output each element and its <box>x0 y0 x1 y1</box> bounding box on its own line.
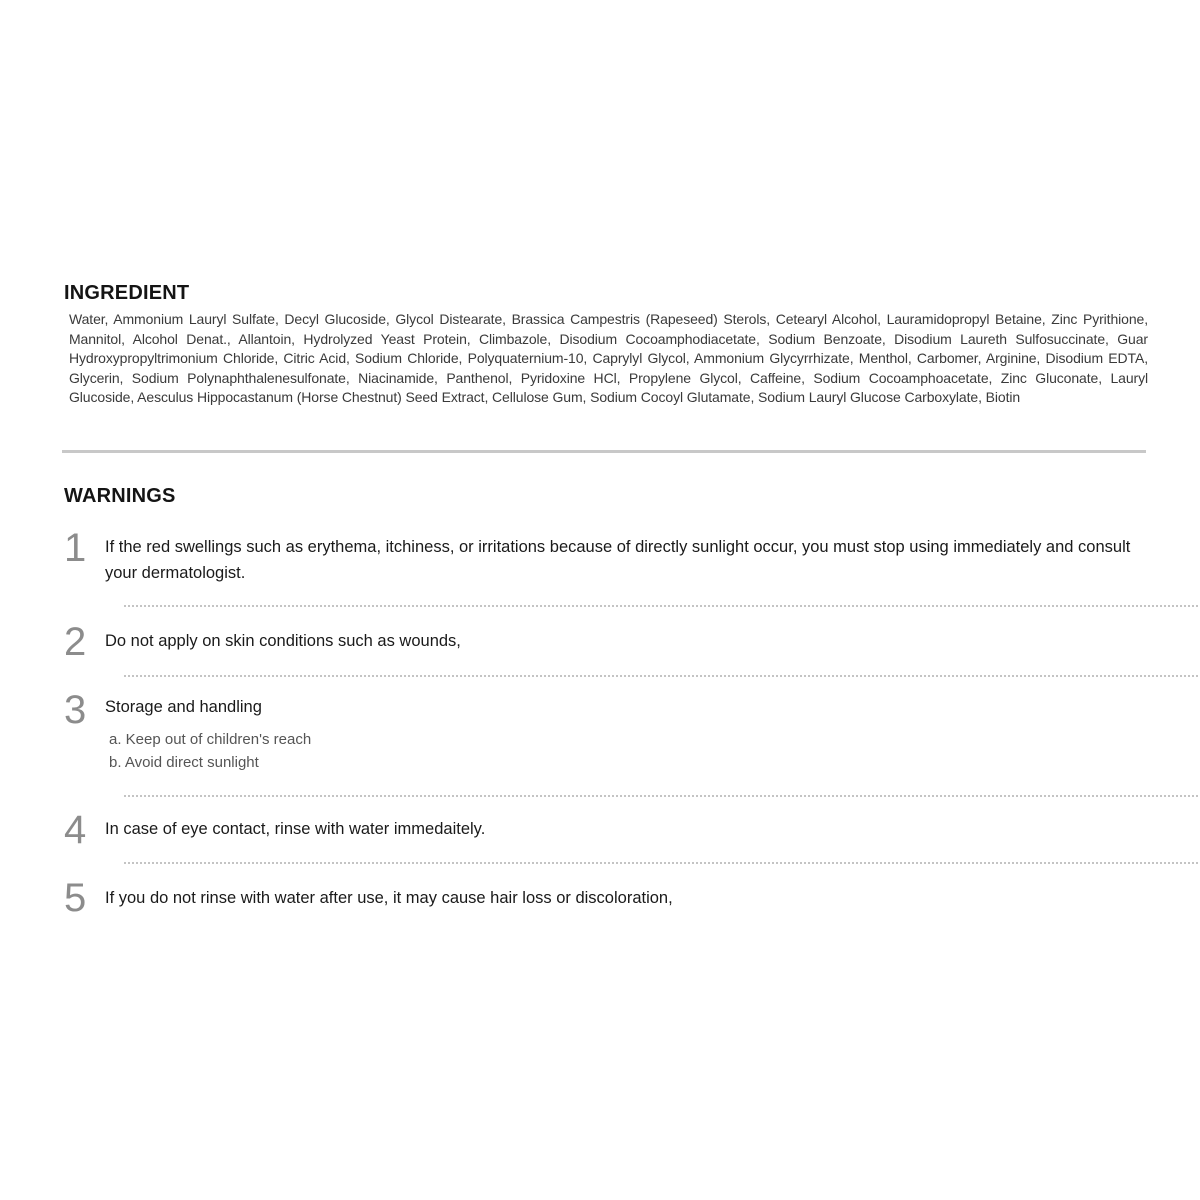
warnings-section <box>64 484 1148 508</box>
warning-text: Storage and handling <box>105 698 262 716</box>
ingredient-section <box>64 281 1148 408</box>
dotted-divider <box>124 862 1200 864</box>
warning-number: 3 <box>64 688 87 732</box>
warning-number: 2 <box>64 620 87 664</box>
dotted-divider <box>124 795 1200 797</box>
warning-text: In case of eye contact, rinse with water immedaitely. <box>105 820 486 838</box>
warning-number: 1 <box>64 526 87 570</box>
sub-list-item: a. Keep out of children's reach <box>109 731 312 748</box>
storage-sub-list <box>109 728 311 774</box>
warning-number: 5 <box>64 876 87 920</box>
warning-text: If the red swellings such as erythema, itchiness, or irritations because of directly sunlight occur, you must stop using immediately and consult your dermatologist. <box>105 538 1131 582</box>
sub-list-item: b. Avoid direct sunlight <box>109 754 259 771</box>
ingredient-title: INGREDIENT <box>64 282 190 304</box>
warning-text: Do not apply on skin conditions such as wounds, <box>105 632 461 650</box>
warning-text: If you do not rinse with water after use, it may cause hair loss or discoloration, <box>105 889 673 907</box>
dotted-divider <box>124 605 1200 607</box>
ingredient-list: Water, Ammonium Lauryl Sulfate, Decyl Glucoside, Glycol Distearate, Brassica Campestris (Rapeseed) Sterols, Cetearyl Alcohol, Lauramidopropyl Betaine, Zinc Pyrithione, Mannitol, Alcohol Denat., Allantoin, Hydrolyzed Yeast Protein, Climbazole, Disodium Cocoamphodiacetate, Sodium Benzoate, Disodium Laureth Sulfosuccinate, Guar Hydroxypropyltrimonium Chloride, Citric Acid, Sodium Chloride, Polyquaternium-10, Caprylyl Glycol, Ammonium Glycyrrhizate, Menthol, Carbomer, Arginine, Disodium EDTA, Glycerin, Sodium Polynaphthalenesulfonate, Niacinamide, Panthenol, Pyridoxine HCl, Propylene Glycol, Caffeine, Sodium Cocoamphoacetate, Zinc Gluconate, Lauryl Glucoside, Aesculus Hippocastanum (Horse Chestnut) Seed Extract, Cellulose Gum, Sodium Cocoyl Glutamate, Sodium Lauryl Glucose Carboxylate, Biotin <box>69 311 1148 405</box>
dotted-divider <box>124 675 1200 677</box>
section-divider <box>62 450 1146 453</box>
warnings-title: WARNINGS <box>64 485 176 507</box>
warning-number: 4 <box>64 808 87 852</box>
